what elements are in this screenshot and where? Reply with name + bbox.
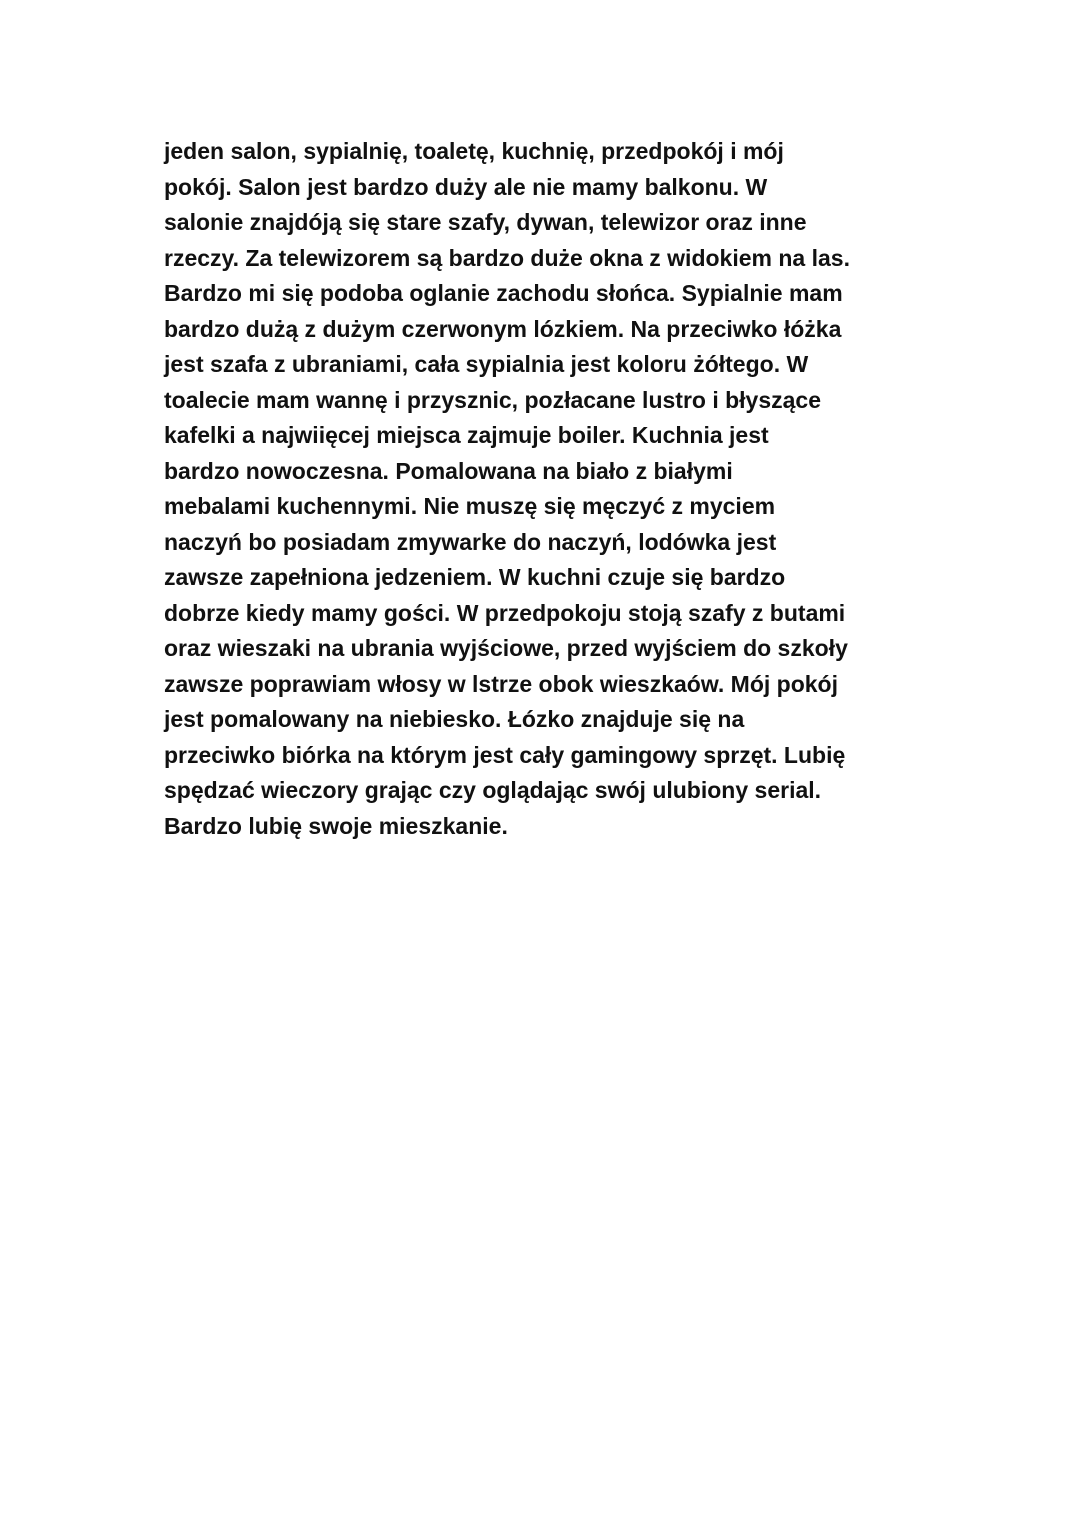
paragraph-line-1: jeden salon, sypialnię, toaletę, kuchnię, przedpokój i mój (164, 138, 784, 164)
paragraph-line-16: zawsze poprawiam włosy w lstrze obok wieszkaów. Mój pokój (164, 670, 838, 697)
paragraph-line-11: mebalami kuchennymi. Nie muszę się męczyć z myciem (164, 493, 776, 519)
paragraph-line-9: kafelki a najwiięcej miejsca zajmuje boiler. Kuchnia jest (164, 422, 769, 448)
essay-paragraph (164, 134, 984, 844)
paragraph-line-5: Bardzo mi się podoba oglanie zachodu słońca. Sypialnie mam (164, 280, 843, 306)
paragraph-line-10: bardzo nowoczesna. Pomalowana na biało z białymi (164, 457, 733, 484)
paragraph-line-3: salonie znajdóją się stare szafy, dywan, telewizor oraz inne (164, 209, 807, 235)
paragraph-line-12: naczyń bo posiadam zmywarke do naczyń, lodówka jest (164, 528, 777, 555)
paragraph-line-4: rzeczy. Za telewizorem są bardzo duże okna z widokiem na las. (164, 244, 850, 271)
paragraph-line-8: toalecie mam wannę i przysznic, pozłacane lustro i błyszące (164, 386, 822, 413)
paragraph-line-2: pokój. Salon jest bardzo duży ale nie mamy balkonu. W (164, 173, 768, 200)
paragraph-line-19: spędzać wieczory grając czy oglądając swój ulubiony serial. (164, 777, 822, 803)
paragraph-line-17: jest pomalowany na niebiesko. Łózko znajduje się na (164, 706, 745, 732)
paragraph-line-13: zawsze zapełniona jedzeniem. W kuchni czuje się bardzo (164, 564, 786, 590)
paragraph-line-14: dobrze kiedy mamy gości. W przedpokoju stoją szafy z butami (164, 599, 846, 626)
paragraph-line-18: przeciwko biórka na którym jest cały gamingowy sprzęt. Lubię (164, 741, 846, 768)
paragraph-line-20: Bardzo lubię swoje mieszkanie. (164, 812, 508, 839)
paragraph-line-15: oraz wieszaki na ubrania wyjściowe, przed wyjściem do szkoły (164, 635, 848, 661)
paragraph-line-7: jest szafa z ubraniami, cała sypialnia jest koloru żółtego. W (164, 351, 809, 377)
paragraph-line-6: bardzo dużą z dużym czerwonym lózkiem. Na przeciwko łóżka (164, 315, 842, 342)
